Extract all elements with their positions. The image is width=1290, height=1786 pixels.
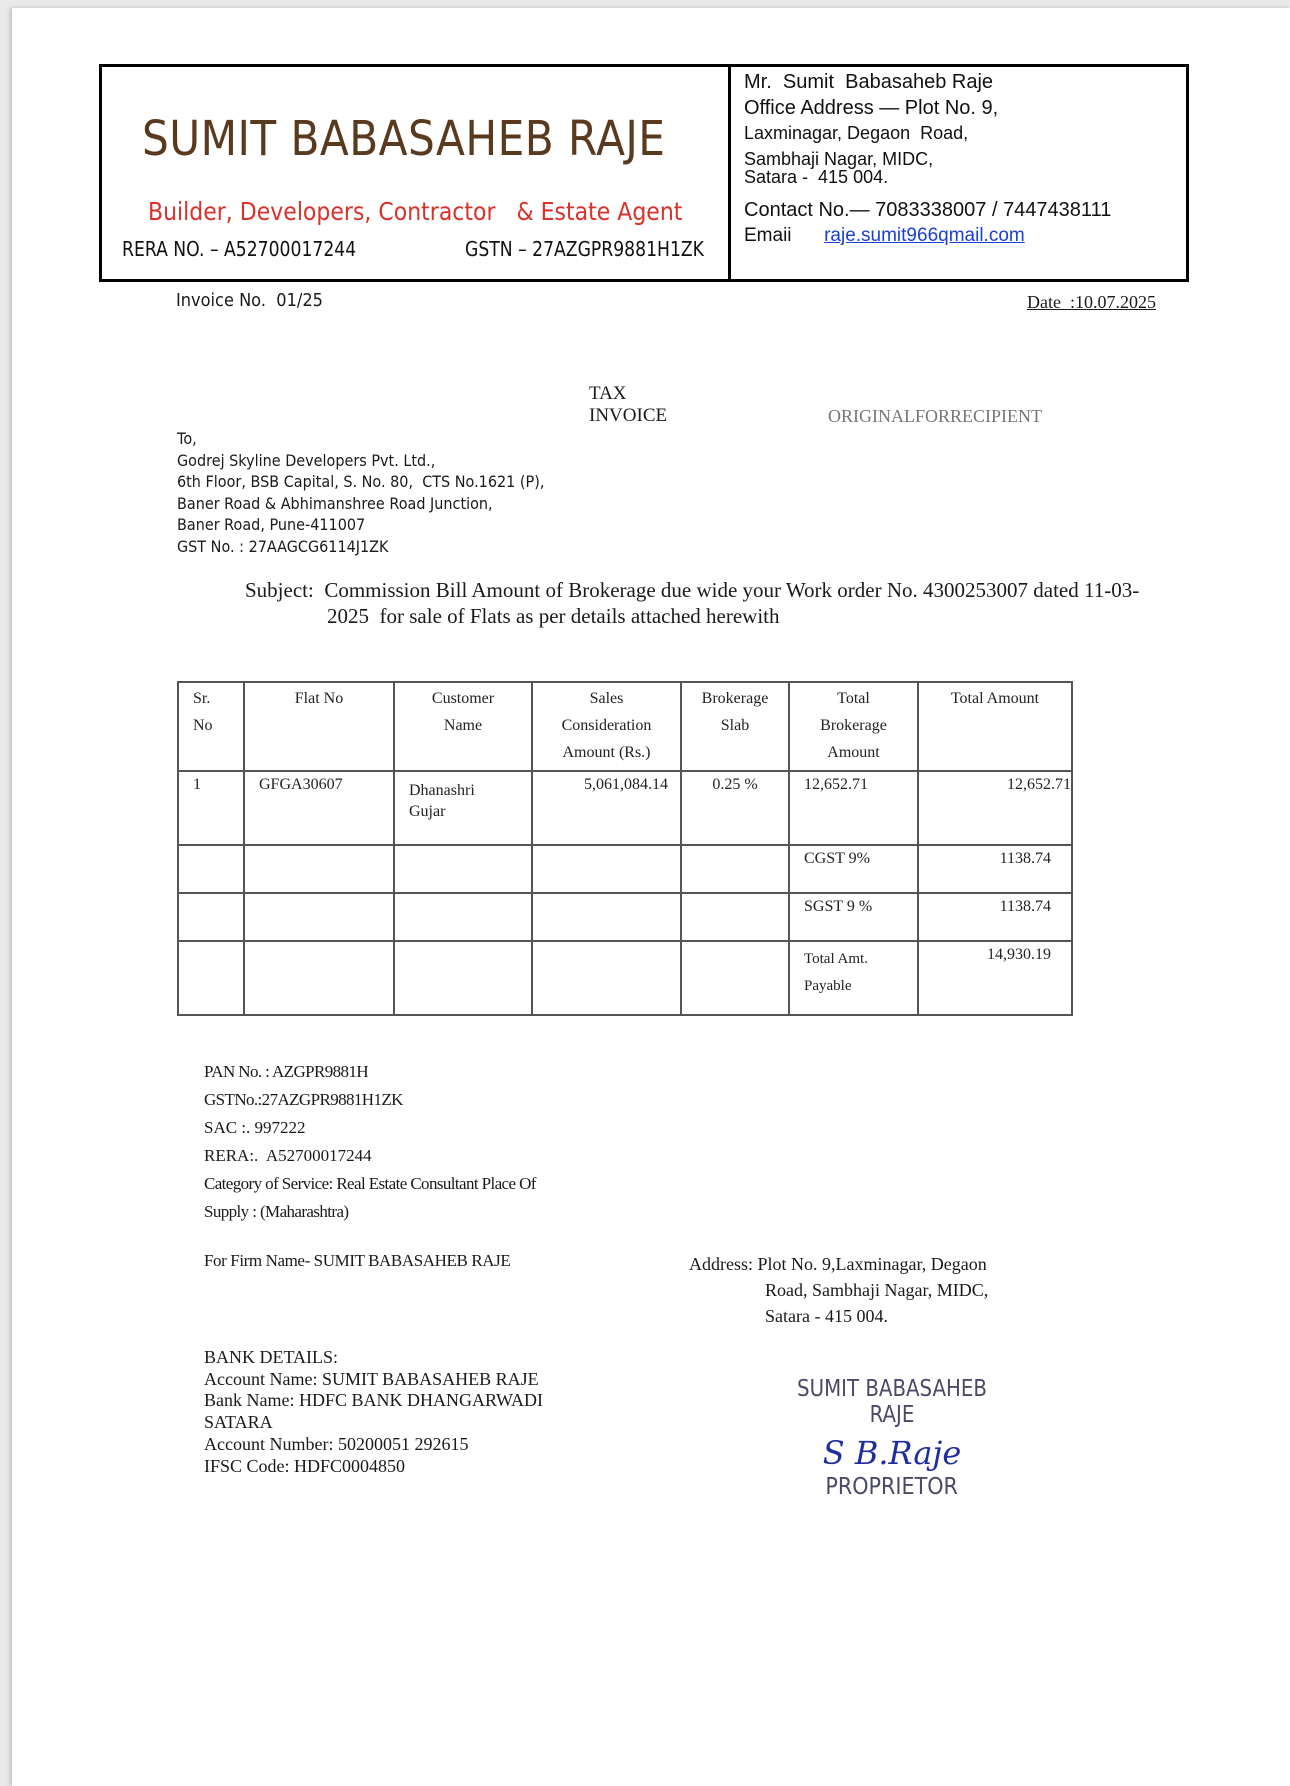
cgst-value: 1138.74 (918, 845, 1072, 893)
recipient-line: GST No. : 27AAGCG6114J1ZK (177, 536, 389, 556)
recipient-line: Baner Road, Pune-411007 (177, 515, 366, 534)
address-line-3: Satara - 415 004. (765, 1306, 888, 1326)
header-sr-no (178, 682, 244, 771)
contact-name: Mr. Sumit Babasaheb Raje (744, 71, 994, 93)
handwritten-signature: S B.Raje (822, 1434, 962, 1472)
empty-cell (532, 893, 681, 941)
pan-number: PAN No. : AZGPR9881H (204, 1062, 369, 1081)
subject-line-2: 2025 for sale of Flats as per details attached herewith (327, 604, 780, 628)
header-total-brokerage (789, 682, 918, 771)
tax-info (204, 1058, 536, 1226)
empty-cell (681, 893, 789, 941)
empty-cell (532, 941, 681, 1015)
empty-cell (244, 941, 394, 1015)
recipient-address (177, 428, 544, 557)
header-total-amount (918, 682, 1072, 771)
header-customer-name (394, 682, 532, 771)
address-line-2: Road, Sambhaji Nagar, MIDC, (765, 1280, 989, 1300)
cell-slab: 0.25 % (681, 771, 789, 845)
sgst-row (178, 893, 1072, 941)
header-text: Sales (589, 690, 624, 707)
signature-stamp (762, 1376, 1022, 1500)
table-row (178, 771, 1072, 845)
empty-cell (394, 893, 532, 941)
cell-total-brokerage: 12,652.71 (789, 771, 918, 845)
letterhead (99, 64, 1189, 282)
header-text: Sr. (193, 690, 211, 707)
invoice-date: Date :10.07.2025 (1027, 292, 1156, 312)
account-number: Account Number: 50200051 292615 (204, 1433, 469, 1454)
office-address-line-4: Satara - 415 004. (744, 167, 889, 187)
customer-line-2: Gujar (409, 803, 446, 820)
bank-details (204, 1347, 543, 1477)
empty-cell (178, 941, 244, 1015)
header-text: Amount (Rs.) (562, 744, 651, 761)
cell-sales: 5,061,084.14 (532, 771, 681, 845)
account-name: Account Name: SUMIT BABASAHEB RAJE (204, 1368, 539, 1389)
copy-label: ORIGINALFORRECIPIENT (828, 406, 1042, 426)
stamp-name: SUMIT BABASAHEB RAJE (797, 1376, 987, 1428)
letterhead-divider (728, 67, 731, 279)
header-flat-no (244, 682, 394, 771)
firm-gstn-number: GSTN – 27AZGPR9881H1ZK (465, 237, 704, 261)
table-header-row (178, 682, 1072, 771)
empty-cell (532, 845, 681, 893)
total-payable-label (789, 941, 918, 1015)
office-address-line-1: Office Address — Plot No. 9, (744, 97, 999, 119)
recipient-line: 6th Floor, BSB Capital, S. No. 80, CTS No.1621 (P), (177, 472, 545, 491)
recipient-line: Godrej Skyline Developers Pvt. Ltd., (177, 450, 436, 470)
customer-line-1: Dhanashri (409, 782, 475, 799)
total-label-line-2: Payable (804, 978, 852, 994)
contact-phone: Contact No.— 7083338007 / 7447438111 (744, 199, 1112, 221)
subject (245, 577, 1139, 629)
bank-name-line-1: Bank Name: HDFC BANK DHANGARWADI (204, 1390, 543, 1411)
address-line-1: Address: Plot No. 9,Laxminagar, Degaon (689, 1254, 987, 1274)
tax-invoice-title (589, 383, 667, 427)
firm-name-line: For Firm Name- SUMIT BABASAHEB RAJE (204, 1251, 511, 1270)
sgst-value: 1138.74 (918, 893, 1072, 941)
header-text: No (193, 717, 213, 734)
brokerage-table (177, 681, 1073, 1016)
total-payable-row (178, 941, 1072, 1015)
invoice-number: Invoice No. 01/25 (176, 290, 323, 311)
empty-cell (681, 845, 789, 893)
stamp-title: PROPRIETOR (825, 1474, 959, 1500)
cgst-label: CGST 9% (789, 845, 918, 893)
service-category: Category of Service: Real Estate Consultant Place Of (204, 1174, 536, 1193)
recipient-line: To, (177, 429, 197, 448)
cgst-row (178, 845, 1072, 893)
header-text: Amount (827, 744, 880, 761)
sac-code: SAC :. 997222 (204, 1118, 306, 1137)
total-label-line-1: Total Amt. (804, 951, 868, 967)
rera-number: RERA:. A52700017244 (204, 1146, 372, 1165)
empty-cell (681, 941, 789, 1015)
empty-cell (244, 893, 394, 941)
header-text: Total (837, 690, 870, 707)
subject-line-1: Subject: Commission Bill Amount of Brokerage due wide your Work order No. 4300253007 dated 11-03- (245, 578, 1140, 602)
total-payable-value: 14,930.19 (918, 941, 1072, 1015)
empty-cell (178, 893, 244, 941)
ifsc-code: IFSC Code: HDFC0004850 (204, 1455, 406, 1476)
empty-cell (394, 845, 532, 893)
title-line-1: TAX (589, 383, 627, 404)
empty-cell (244, 845, 394, 893)
header-sales-consideration (532, 682, 681, 771)
recipient-line: Baner Road & Abhimanshree Road Junction, (177, 493, 493, 513)
sgst-label: SGST 9 % (789, 893, 918, 941)
empty-cell (394, 941, 532, 1015)
email-label: Emaii (744, 225, 792, 246)
invoice-page (12, 8, 1290, 1786)
empty-cell (178, 845, 244, 893)
footer-address (689, 1251, 988, 1329)
header-text: Total Amount (950, 690, 1040, 707)
firm-rera-number: RERA NO. – A52700017244 (122, 237, 357, 261)
place-of-supply: Supply : (Maharashtra) (204, 1202, 349, 1221)
header-text: Brokerage (820, 717, 887, 734)
header-text: Name (443, 717, 483, 734)
cell-total-amount: 12,652.71 (918, 771, 1072, 845)
cell-customer (394, 771, 532, 845)
header-text: Flat No (294, 690, 344, 707)
office-address-line-2: Laxminagar, Degaon Road, (744, 123, 969, 143)
email-link[interactable]: raje.sumit966qmail.com (824, 225, 1025, 246)
header-brokerage-slab (681, 682, 789, 771)
gst-number: GSTNo.:27AZGPR9881H1ZK (204, 1090, 403, 1109)
cell-flat-no: GFGA30607 (244, 771, 394, 845)
bank-heading: BANK DETAILS: (204, 1347, 339, 1367)
header-text: Slab (720, 717, 750, 734)
header-text: Customer (431, 690, 495, 707)
office-address-line-3: Sambhaji Nagar, MIDC, (744, 149, 934, 169)
title-line-2: INVOICE (589, 405, 668, 426)
firm-tagline: Builder, Developers, Contractor & Estate Agent (148, 197, 683, 226)
header-text: Brokerage (701, 690, 769, 707)
firm-name: SUMIT BABASAHEB RAJE (142, 111, 666, 167)
contact-email-row (744, 225, 1025, 247)
header-text: Consideration (561, 717, 652, 734)
bank-name-line-2: SATARA (204, 1412, 273, 1433)
cell-sr: 1 (178, 771, 244, 845)
